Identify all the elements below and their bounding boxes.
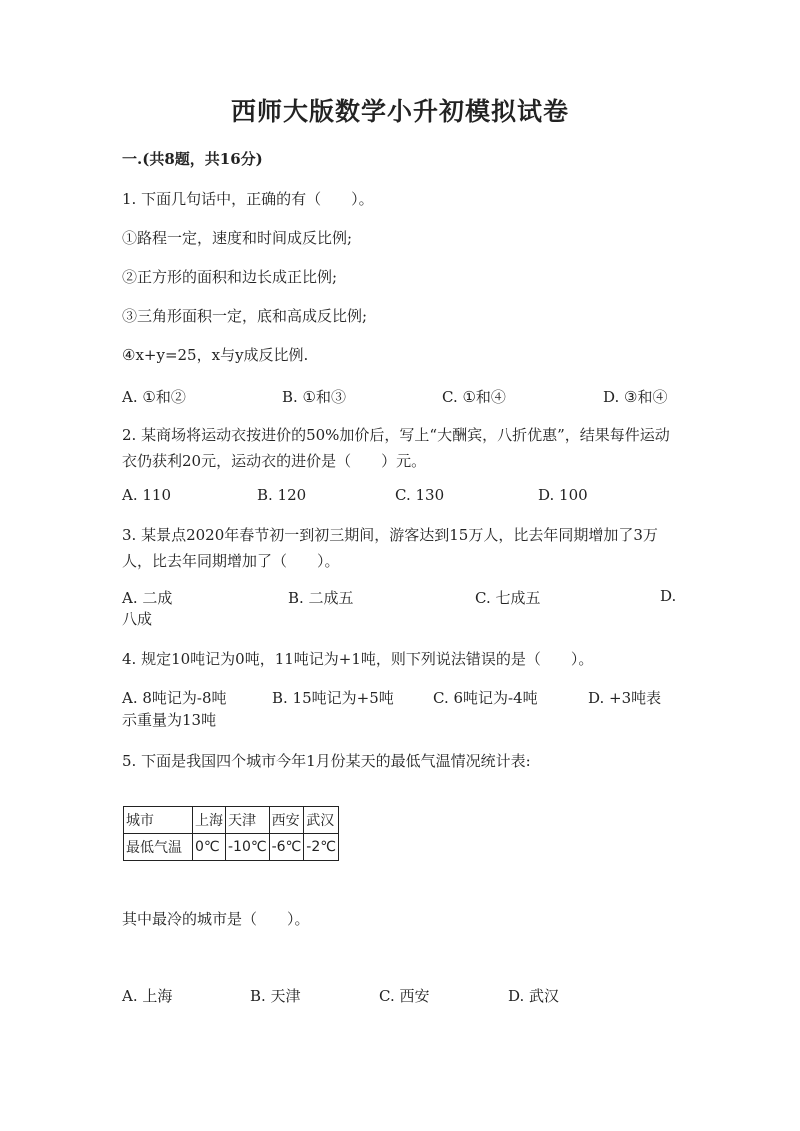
q2-option-c: C. 130 xyxy=(395,486,445,504)
q2-stem: 2. 某商场将运动衣按进价的50%加价后，写上“大酬宾，八折优惠”，结果每件运动衣仍获利20元，运动衣的进价是（ ）元。 xyxy=(122,426,670,470)
q1-statement-2: ②正方形的面积和边长成正比例; xyxy=(122,268,338,286)
q3-option-a: A. 二成 xyxy=(122,589,173,607)
q4-stem: 4. 规定10吨记为0吨，11吨记为+1吨，则下列说法错误的是（ ）。 xyxy=(122,650,594,668)
q5-option-d: D. 武汉 xyxy=(508,987,560,1005)
table-cell: 0℃ xyxy=(193,834,226,861)
table-row xyxy=(124,834,339,861)
q3-stem: 3. 某景点2020年春节初一到初三期间，游客达到15万人，比去年同期增加了3万人，比去年同期增加了（ ）。 xyxy=(122,526,658,570)
page-title: 西师大版数学小升初模拟试卷 xyxy=(230,97,569,126)
table-cell: -10℃ xyxy=(226,834,270,861)
q2-option-a: A. 110 xyxy=(122,486,171,504)
q4-option-d-line-2: 示重量为13吨 xyxy=(122,711,217,729)
section-heading: 一.(共8题，共16分) xyxy=(122,150,263,168)
q1-option-d: D. ③和④ xyxy=(603,388,668,406)
q4-option-d-line-1: D. +3吨表 xyxy=(588,689,662,707)
q1-statement-4: ④x+y=25，x与y成反比例. xyxy=(122,346,309,364)
table-header-row xyxy=(124,807,339,834)
q1-option-a: A. ①和② xyxy=(122,388,186,406)
q1-option-c: C. ①和④ xyxy=(442,388,506,406)
q4-option-b: B. 15吨记为+5吨 xyxy=(272,689,394,707)
q3-option-d-label: D. xyxy=(660,587,677,605)
temperature-table xyxy=(123,806,339,861)
table-cell: 天津 xyxy=(226,807,270,834)
q5-option-a: A. 上海 xyxy=(122,987,173,1005)
q3-option-d-text: 八成 xyxy=(122,610,153,628)
table-cell: 最低气温 xyxy=(124,834,193,861)
q3-option-b: B. 二成五 xyxy=(288,589,354,607)
table-cell: 西安 xyxy=(269,807,304,834)
q1-statement-3: ③三角形面积一定，底和高成反比例; xyxy=(122,307,368,325)
q1-stem: 1. 下面几句话中，正确的有（ ）。 xyxy=(122,190,374,208)
q5-option-c: C. 西安 xyxy=(379,987,430,1005)
q4-option-a: A. 8吨记为-8吨 xyxy=(122,689,227,707)
table-cell: 武汉 xyxy=(304,807,339,834)
q3-option-c: C. 七成五 xyxy=(475,589,541,607)
q1-option-b: B. ①和③ xyxy=(282,388,347,406)
q5-stem: 5. 下面是我国四个城市今年1月份某天的最低气温情况统计表: xyxy=(122,752,531,770)
table-cell: 上海 xyxy=(193,807,226,834)
table-cell: -2℃ xyxy=(304,834,339,861)
q5-option-b: B. 天津 xyxy=(250,987,301,1005)
q1-statement-1: ①路程一定，速度和时间成反比例; xyxy=(122,229,353,247)
table-cell: -6℃ xyxy=(269,834,304,861)
q2-option-d: D. 100 xyxy=(538,486,588,504)
q5-question: 其中最冷的城市是（ ）。 xyxy=(122,910,310,928)
q4-option-c: C. 6吨记为-4吨 xyxy=(433,689,538,707)
q2-option-b: B. 120 xyxy=(257,486,307,504)
table-cell: 城市 xyxy=(124,807,193,834)
